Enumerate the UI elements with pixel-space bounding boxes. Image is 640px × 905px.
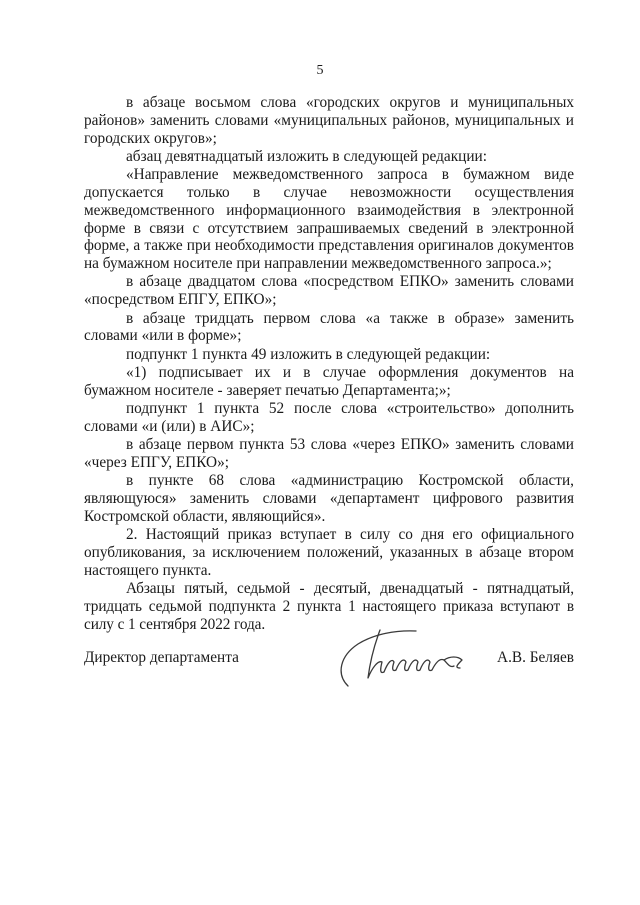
paragraph: в абзаце тридцать первом слова «а также в образе» заменить словами «или в форме»; xyxy=(84,309,574,345)
handwritten-signature xyxy=(330,616,478,696)
signatory-title: Директор департамента xyxy=(84,649,239,666)
page-number: 5 xyxy=(316,63,324,78)
paragraph: «Направление межведомственного запроса в бумажном виде допускается только в случае невозможности осуществления межведомственного информационного взаимодействия в электронной форме в связи с отсутствием запрашиваемых сведений в электронной форме, а также при необходимости представления оригиналов документов на бумажном носителе при направлении межведомственного запроса.»; xyxy=(84,166,574,273)
document-body xyxy=(84,94,574,634)
paragraph: «1) подписывает их и в случае оформления документов на бумажном носителе - заверяет печатью Департамента;»; xyxy=(84,363,574,399)
paragraph: подпункт 1 пункта 49 изложить в следующей редакции: xyxy=(126,345,491,363)
paragraph: абзац девятнадцатый изложить в следующей редакции: xyxy=(126,147,487,165)
signatory-name: А.В. Беляев xyxy=(497,649,574,666)
paragraph: Абзацы пятый, седьмой - десятый, двенадцатый - пятнадцатый, тридцать седьмой подпункта 2 пункта 1 настоящего приказа вступают в силу с 1 сентября 2022 года. xyxy=(84,580,574,633)
paragraph: в абзаце двадцатом слова «посредством ЕПКО» заменить словами «посредством ЕПГУ, ЕПКО»; xyxy=(84,273,574,309)
paragraph: в абзаце первом пункта 53 слова «через ЕПКО» заменить словами «через ЕПГУ, ЕПКО»; xyxy=(84,436,574,471)
paragraph: в пункте 68 слова «администрацию Костромской области, являющуюся» заменить словами «департамент цифрового развития Костромской области, являющийся». xyxy=(84,472,574,525)
signature-block xyxy=(84,649,574,671)
paragraph: подпункт 1 пункта 52 после слова «строительство» дополнить словами «и (или) в АИС»; xyxy=(84,400,574,435)
paragraph: в абзаце восьмом слова «городских округов и муниципальных районов» заменить словами «муниципальных районов, муниципальных и городских округов»; xyxy=(84,94,574,147)
paragraph: 2. Настоящий приказ вступает в силу со дня его официального опубликования, за исключением положений, указанных в абзаце втором настоящего пункта. xyxy=(84,526,574,579)
